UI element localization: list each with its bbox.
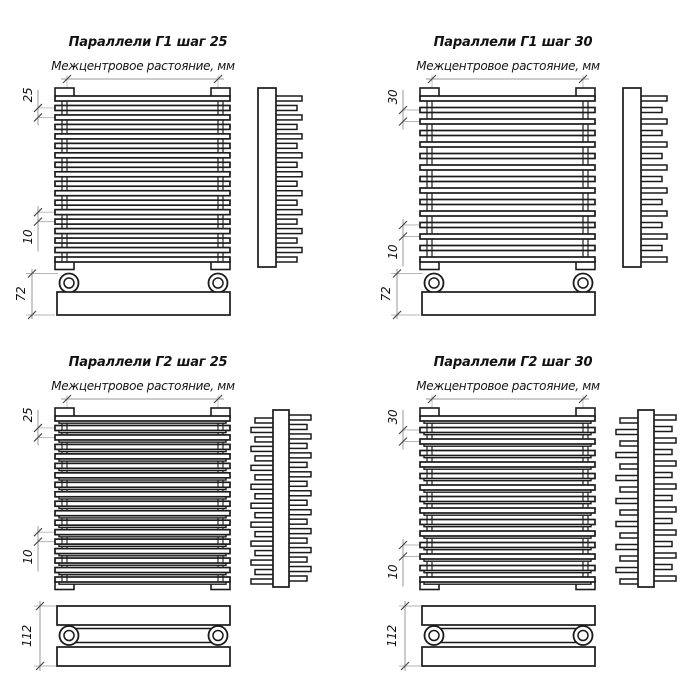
side-tube-right <box>287 548 311 553</box>
bar <box>420 508 595 513</box>
panel-drawing-g2-step-30 <box>399 395 676 671</box>
bar <box>420 451 595 456</box>
side-collector <box>258 88 276 267</box>
side-tube <box>274 238 297 243</box>
side-tube-right <box>652 484 676 489</box>
bar <box>420 108 595 113</box>
fitting-inner <box>578 631 588 641</box>
bar <box>420 497 595 502</box>
side-tube-left <box>251 446 275 451</box>
bar <box>420 439 595 444</box>
bar <box>420 234 595 239</box>
dimension-height-label: 112 <box>20 625 34 648</box>
side-tube-left <box>255 437 275 442</box>
dimension-intercenter <box>61 395 224 410</box>
dimension-step-label: 25 <box>21 407 35 423</box>
panel-title: Параллели Г2 шаг 30 <box>433 355 593 370</box>
bottom-view <box>399 601 595 671</box>
side-tube <box>639 154 662 159</box>
bottom-plate-bottom <box>57 647 230 666</box>
side-tube-left <box>255 570 275 575</box>
bar <box>55 520 230 525</box>
side-tube-left <box>251 465 275 470</box>
side-tube-left <box>620 441 640 446</box>
bar <box>55 172 230 177</box>
bar <box>55 124 230 129</box>
front-view <box>420 408 595 590</box>
bar <box>55 238 230 243</box>
bar <box>55 425 230 430</box>
side-tube-left <box>620 418 640 423</box>
side-tube-left <box>251 503 275 508</box>
panel-title: Параллели Г1 шаг 30 <box>433 35 593 50</box>
fitting-inner <box>64 278 74 288</box>
dimension-step-label: 30 <box>386 89 400 105</box>
bar <box>55 549 230 554</box>
side-tube-left <box>620 464 640 469</box>
bar <box>420 211 595 216</box>
side-tube <box>274 257 297 262</box>
side-tube <box>639 200 662 205</box>
side-tube-left <box>616 430 640 435</box>
bar <box>55 539 230 544</box>
side-tube-right <box>287 557 307 562</box>
side-tube <box>274 181 297 186</box>
bar <box>55 511 230 516</box>
side-tube-right <box>287 434 311 439</box>
bar <box>55 444 230 449</box>
side-tube-left <box>251 427 275 432</box>
side-tube-left <box>616 522 640 527</box>
side-tube-right <box>652 519 672 524</box>
bar <box>420 246 595 251</box>
panel-title: Параллели Г2 шаг 25 <box>68 355 228 370</box>
side-tube-left <box>616 476 640 481</box>
fitting-inner <box>213 631 223 641</box>
side-tube-right <box>652 427 672 432</box>
side-tube <box>274 105 297 110</box>
side-tube <box>274 124 297 129</box>
side-tube <box>274 143 297 148</box>
side-tube-left <box>616 453 640 458</box>
side-tube-right <box>652 553 676 558</box>
side-tube-left <box>616 568 640 573</box>
side-tube <box>274 200 297 205</box>
bar <box>55 115 230 120</box>
bar <box>55 577 230 582</box>
side-tube-left <box>616 499 640 504</box>
bar <box>420 131 595 136</box>
side-tube-right <box>652 542 672 547</box>
bar <box>55 492 230 497</box>
dimension-inner-label: 10 <box>386 244 400 259</box>
side-tube-left <box>620 487 640 492</box>
side-tube <box>274 115 302 120</box>
bar <box>55 229 230 234</box>
side-tube-right <box>652 565 672 570</box>
side-tube <box>274 153 302 158</box>
side-tube-left <box>255 456 275 461</box>
side-tube-right <box>287 481 307 486</box>
side-tube-right <box>652 438 676 443</box>
bar <box>55 96 230 101</box>
dimension-intercenter <box>426 75 589 90</box>
side-view <box>616 410 676 587</box>
panel-drawing-g1-step-30 <box>391 75 667 319</box>
side-tube <box>639 177 662 182</box>
side-tube-right <box>287 453 311 458</box>
bar <box>55 568 230 573</box>
dimension-height-label: 72 <box>379 286 393 302</box>
front-view <box>420 88 595 270</box>
side-tube <box>274 248 302 253</box>
side-tube <box>639 131 662 136</box>
bottom-view <box>26 269 230 319</box>
side-tube-right <box>287 567 311 572</box>
side-tube-right <box>287 462 307 467</box>
side-tube-left <box>620 579 640 584</box>
side-tube <box>639 188 667 193</box>
side-tube-right <box>287 424 307 429</box>
bar <box>420 142 595 147</box>
bar <box>420 462 595 467</box>
bar <box>55 143 230 148</box>
side-tube-left <box>251 560 275 565</box>
side-tube-left <box>616 545 640 550</box>
fitting-inner <box>429 278 439 288</box>
side-tube <box>639 119 667 124</box>
bar <box>420 200 595 205</box>
side-tube-right <box>652 450 672 455</box>
side-tube-left <box>251 484 275 489</box>
side-tube-right <box>287 510 311 515</box>
bottom-plate-top <box>57 606 230 625</box>
dimension-inner-label: 10 <box>21 229 35 244</box>
side-tube <box>274 96 302 101</box>
bar <box>55 454 230 459</box>
side-tube <box>639 223 662 228</box>
side-tube-left <box>620 533 640 538</box>
bar <box>55 134 230 139</box>
bar <box>420 416 595 421</box>
bar <box>420 165 595 170</box>
bar <box>420 520 595 525</box>
dimension-step-label: 25 <box>21 87 35 103</box>
bar <box>420 554 595 559</box>
bar <box>420 531 595 536</box>
side-tube-left <box>620 556 640 561</box>
side-tube-left <box>620 510 640 515</box>
dimension-inner-label: 10 <box>386 564 400 579</box>
bar <box>420 543 595 548</box>
front-view <box>55 408 230 590</box>
dimension-intercenter <box>61 75 224 90</box>
bar <box>420 223 595 228</box>
bar <box>55 181 230 186</box>
bar <box>55 473 230 478</box>
bar <box>55 558 230 563</box>
side-tube-right <box>652 415 676 420</box>
side-tube-left <box>255 513 275 518</box>
fitting-inner <box>213 278 223 288</box>
bar <box>55 162 230 167</box>
bar <box>55 257 230 262</box>
panel-drawing-g1-step-25 <box>26 75 302 319</box>
bar <box>55 105 230 110</box>
bar <box>55 248 230 253</box>
front-view <box>55 88 230 270</box>
bar <box>55 501 230 506</box>
bar <box>55 435 230 440</box>
bar <box>420 485 595 490</box>
side-tube-right <box>652 507 676 512</box>
side-tube-right <box>287 472 311 477</box>
side-tube <box>274 229 302 234</box>
bar <box>55 482 230 487</box>
dimension-height-label: 112 <box>385 625 399 648</box>
side-tube <box>274 219 297 224</box>
bottom-plate-top <box>422 606 595 625</box>
bar <box>420 257 595 262</box>
side-tube <box>274 191 302 196</box>
bar <box>420 577 595 582</box>
side-tube <box>639 142 667 147</box>
side-collector <box>623 88 641 267</box>
panel-title: Параллели Г1 шаг 25 <box>68 35 228 50</box>
fitting-inner <box>429 631 439 641</box>
bar <box>420 566 595 571</box>
bar <box>55 191 230 196</box>
side-tube <box>274 134 302 139</box>
side-tube <box>639 108 662 113</box>
bar <box>420 96 595 101</box>
intercenter-distance-label: Межцентровое растояние, мм <box>51 59 235 73</box>
bar <box>55 416 230 421</box>
fitting-inner <box>578 278 588 288</box>
bar <box>420 119 595 124</box>
bar <box>55 210 230 215</box>
side-tube-left <box>255 475 275 480</box>
side-tube-right <box>287 443 307 448</box>
intercenter-distance-label: Межцентровое растояние, мм <box>416 379 600 393</box>
side-tube-left <box>255 494 275 499</box>
fitting-inner <box>64 631 74 641</box>
bar <box>55 530 230 535</box>
side-tube <box>639 257 667 262</box>
side-tube-right <box>652 576 676 581</box>
side-tube-right <box>652 496 672 501</box>
dimension-intercenter <box>426 395 589 410</box>
side-collector <box>273 410 289 587</box>
side-tube-left <box>255 418 275 423</box>
bar <box>55 463 230 468</box>
side-tube-left <box>251 541 275 546</box>
side-tube-right <box>287 500 307 505</box>
bar <box>420 188 595 193</box>
side-tube <box>639 246 662 251</box>
side-tube <box>639 234 667 239</box>
side-view <box>258 88 302 267</box>
bottom-view <box>391 269 595 319</box>
side-collector <box>638 410 654 587</box>
side-tube-right <box>287 538 307 543</box>
side-tube-left <box>255 532 275 537</box>
side-tube-right <box>287 529 311 534</box>
side-tube-right <box>287 491 311 496</box>
side-view <box>251 410 311 587</box>
bottom-plate <box>57 292 230 315</box>
side-view <box>623 88 667 267</box>
bar <box>55 153 230 158</box>
bottom-plate <box>422 292 595 315</box>
bar <box>420 428 595 433</box>
bar <box>420 177 595 182</box>
side-tube-right <box>287 519 307 524</box>
side-tube <box>274 172 302 177</box>
side-tube <box>639 165 667 170</box>
bar <box>55 200 230 205</box>
intercenter-distance-label: Межцентровое растояние, мм <box>416 59 600 73</box>
side-tube-left <box>251 579 275 584</box>
intercenter-distance-label: Межцентровое растояние, мм <box>51 379 235 393</box>
side-tube-right <box>287 576 307 581</box>
dimension-height-label: 72 <box>14 286 28 302</box>
side-tube-right <box>652 473 672 478</box>
side-tube <box>274 210 302 215</box>
bottom-plate-bottom <box>422 647 595 666</box>
side-tube <box>639 96 667 101</box>
side-tube-left <box>255 551 275 556</box>
side-tube-right <box>287 415 311 420</box>
bottom-view <box>34 601 230 671</box>
bar <box>55 219 230 224</box>
bar <box>420 154 595 159</box>
side-tube <box>274 162 297 167</box>
dimension-step-label: 30 <box>386 409 400 425</box>
side-tube-right <box>652 530 676 535</box>
bar <box>420 474 595 479</box>
dimension-inner-label: 10 <box>21 549 35 564</box>
side-tube-left <box>251 522 275 527</box>
panel-drawing-g2-step-25 <box>34 395 311 671</box>
side-tube <box>639 211 667 216</box>
side-tube-right <box>652 461 676 466</box>
